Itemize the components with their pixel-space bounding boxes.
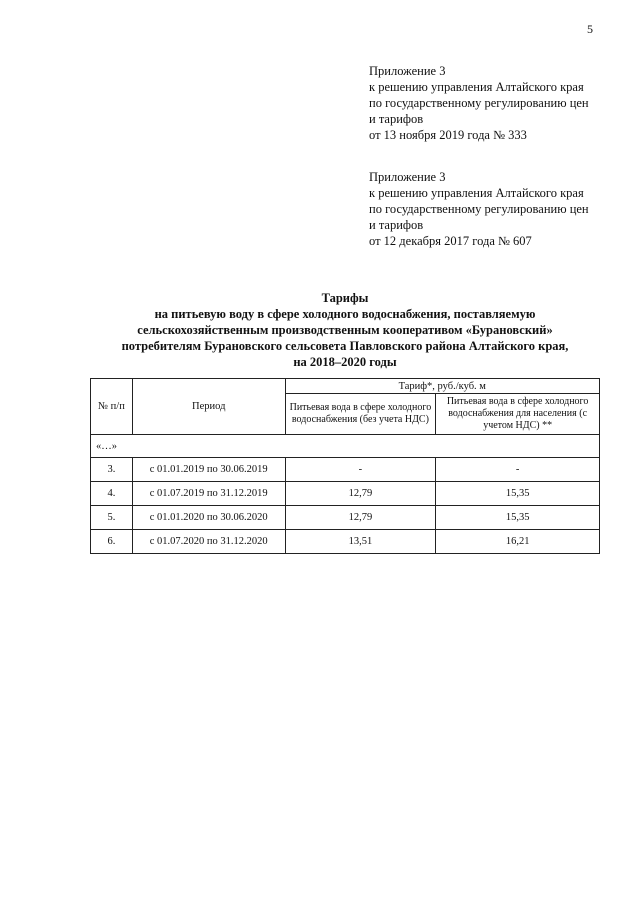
header-period: Период (132, 379, 285, 435)
header-num: № п/п (91, 379, 133, 435)
appendix-line: и тарифов (369, 112, 424, 126)
title-line: сельскохозяйственным производственным кооперативом «Бурановский» (137, 323, 553, 337)
row-tariff-with-vat: 15,35 (436, 482, 600, 506)
tariff-table (90, 378, 600, 554)
row-num: 5. (91, 506, 133, 530)
row-period: с 01.01.2020 по 30.06.2020 (132, 506, 285, 530)
table-header-row (91, 379, 600, 394)
page-number: 5 (587, 22, 593, 36)
appendix-line: от 13 ноября 2019 года № 333 (369, 128, 527, 142)
header-tariff-population-with-vat: Питьевая вода в сфере холодного водоснабжения для населения (с учетом НДС) ** (436, 394, 600, 435)
title-line: потребителям Бурановского сельсовета Павловского района Алтайского края, (121, 339, 569, 353)
row-num: 6. (91, 530, 133, 554)
table-row (91, 530, 600, 554)
title-line: на питьевую воду в сфере холодного водоснабжения, поставляемую (154, 307, 536, 321)
row-tariff-without-vat: - (285, 458, 436, 482)
appendix-line: Приложение 3 (369, 64, 446, 78)
title-line: на 2018–2020 годы (293, 355, 397, 369)
appendix-line: Приложение 3 (369, 170, 446, 184)
row-tariff-without-vat: 12,79 (285, 506, 436, 530)
appendix-line: и тарифов (369, 218, 424, 232)
table-row (91, 482, 600, 506)
table-ellipsis-row (91, 435, 600, 458)
appendix-reference-2017 (369, 169, 629, 249)
row-period: с 01.07.2020 по 31.12.2020 (132, 530, 285, 554)
row-period: с 01.07.2019 по 31.12.2019 (132, 482, 285, 506)
appendix-line: по государственному регулированию цен (369, 202, 589, 216)
appendix-line: к решению управления Алтайского края (369, 80, 584, 94)
table-row (91, 506, 600, 530)
appendix-reference-2019 (369, 63, 629, 143)
row-tariff-without-vat: 13,51 (285, 530, 436, 554)
row-tariff-with-vat: 15,35 (436, 506, 600, 530)
appendix-line: по государственному регулированию цен (369, 96, 589, 110)
row-tariff-without-vat: 12,79 (285, 482, 436, 506)
row-period: с 01.01.2019 по 30.06.2019 (132, 458, 285, 482)
table-row (91, 458, 600, 482)
appendix-line: к решению управления Алтайского края (369, 186, 584, 200)
header-tariff-without-vat: Питьевая вода в сфере холодного водоснабжения (без учета НДС) (285, 394, 436, 435)
row-tariff-with-vat: 16,21 (436, 530, 600, 554)
title-line: Тарифы (321, 291, 369, 305)
row-tariff-with-vat: - (436, 458, 600, 482)
header-tariff-group: Тариф*, руб./куб. м (285, 379, 599, 394)
document-title (90, 290, 600, 370)
row-num: 3. (91, 458, 133, 482)
row-num: 4. (91, 482, 133, 506)
ellipsis-cell: «…» (91, 435, 600, 458)
appendix-line: от 12 декабря 2017 года № 607 (369, 234, 532, 248)
